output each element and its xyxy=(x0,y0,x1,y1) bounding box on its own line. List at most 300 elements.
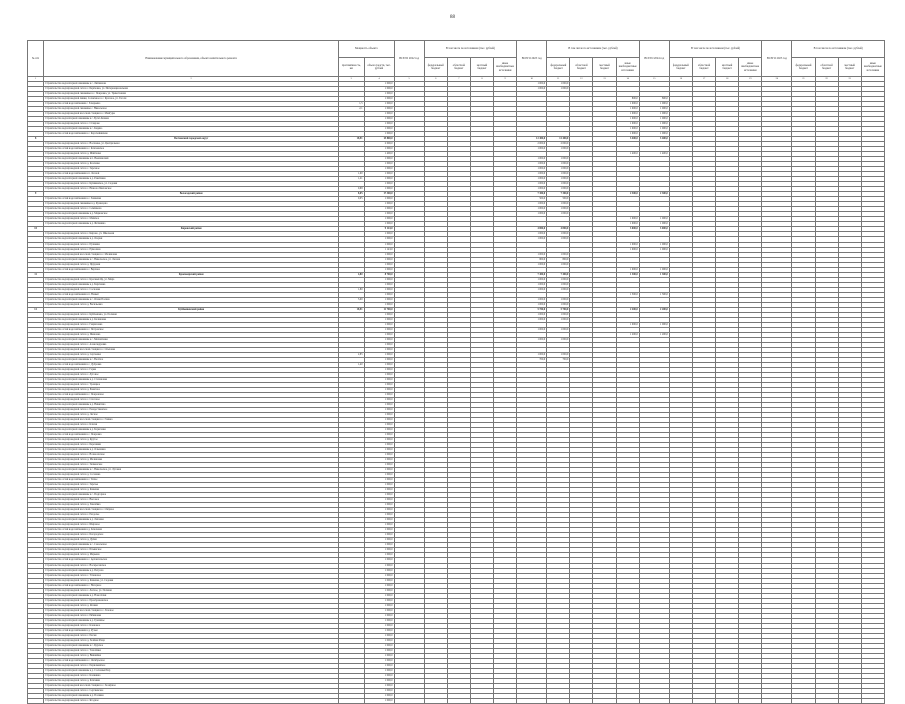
value-cell: 1 000,0 xyxy=(616,247,639,252)
value-cell: 1 000,0 xyxy=(616,322,639,327)
value-cell: 1 000,0 xyxy=(547,327,570,332)
value-cell: 1 000,0 xyxy=(616,122,639,127)
value-cell: 1 000,0 xyxy=(639,122,669,127)
object-name: Строительство водозаборной скважины в д. Ракитянка xyxy=(44,177,339,182)
value-cell: 1 000,0 xyxy=(364,377,394,382)
value-cell: 1 000,0 xyxy=(364,518,394,523)
value-cell: 1 000,0 xyxy=(364,508,394,513)
value-cell: 1 000,0 xyxy=(547,202,570,207)
value-cell: 1 000,0 xyxy=(364,603,394,608)
page-number: 88 xyxy=(450,15,455,20)
object-name: Строительство водопроводной скважины с. Никольское xyxy=(44,107,339,112)
value-cell: 1 000,0 xyxy=(364,513,394,518)
value-cell: 1 000,0 xyxy=(364,352,394,357)
row-number: 9 xyxy=(28,192,44,197)
value-cell: 1 000,0 xyxy=(364,413,394,418)
value-cell: 1 000,0 xyxy=(364,453,394,458)
value-cell: 1 000,0 xyxy=(364,648,394,653)
value-cell: 1 000,0 xyxy=(547,147,570,152)
value-cell: 1 000,0 xyxy=(364,367,394,372)
header-name: Наименование муниципального образования, объекта капитального ремонта xyxy=(44,41,339,77)
object-name: Строительство сетей водоснабжения в с. Ключевское xyxy=(44,147,339,152)
value-cell: 1 000,0 xyxy=(547,302,570,307)
value-cell: 1 000,0 xyxy=(364,382,394,387)
object-name: Строительство сетей водоснабжения в с. Покровка xyxy=(44,433,339,438)
value-cell: 1,5 xyxy=(339,102,364,107)
value-cell: 1 000,0 xyxy=(364,202,394,207)
value-cell: 1 000,0 xyxy=(364,463,394,468)
value-cell: 1 000,0 xyxy=(517,177,547,182)
object-name: Строительство водозаборной скважины в д. Калиновка xyxy=(44,317,339,322)
value-cell: 3 000,0 xyxy=(616,227,639,232)
header-column-number: 7 xyxy=(447,77,470,82)
value-cell: 7 400,0 xyxy=(547,272,570,277)
object-name: Строительство сетей водоснабжения в с. Покровское xyxy=(44,392,339,397)
object-name: Строительство водопроводной сети в с. Лесное, ул. Полевая xyxy=(44,588,339,593)
object-name: Строительство сетей водоснабжения в с. Знаменка xyxy=(44,197,339,202)
header-src-reg: областной бюджет xyxy=(692,58,715,77)
value-cell: 1 000,0 xyxy=(616,107,639,112)
object-name: Строительство водопроводной насосной станции в с. Заозёрное xyxy=(44,683,339,688)
value-cell: 1 000,0 xyxy=(616,222,639,227)
object-name: Строительство водопроводной сети в д. Ракитное xyxy=(44,387,339,392)
value-cell: 1 000,0 xyxy=(364,473,394,478)
value-cell: 1 000,0 xyxy=(547,352,570,357)
value-cell: 1 000,0 xyxy=(364,337,394,342)
value-cell: 1 000,0 xyxy=(517,202,547,207)
object-name: Строительство водозаборной скважины в д. Марковское xyxy=(44,212,339,217)
header-src-loc: местный бюджет xyxy=(716,58,739,77)
header-column-number: 8 xyxy=(470,77,493,82)
value-cell: 1 000,0 xyxy=(364,117,394,122)
value-cell: 1 000,0 xyxy=(364,122,394,127)
object-name: Строительство водопроводной сети в с. Берёзовка, ул. Интернациональная xyxy=(44,87,339,92)
value-cell: 1 000,0 xyxy=(364,658,394,663)
object-name: Строительство водопроводной сети в д. Каменка, ул. Садовая xyxy=(44,578,339,583)
object-name: Волчанский городской округ xyxy=(44,137,339,142)
object-name: Строительство сетей водоснабжения в с. Дубровка xyxy=(44,362,339,367)
value-cell: 1 000,0 xyxy=(364,327,394,332)
header-column-number: 17 xyxy=(692,77,715,82)
value-cell: 1 000,0 xyxy=(364,578,394,583)
object-name: Строительство сетей водоснабжения в д. Ручьи xyxy=(44,628,339,633)
value-cell: 1 000,0 xyxy=(364,568,394,573)
object-name: Строительство водопроводной сети в с. Майское xyxy=(44,217,339,222)
value-cell: 1 000,0 xyxy=(616,117,639,122)
value-cell: 1 000,0 xyxy=(364,638,394,643)
value-cell xyxy=(838,698,861,703)
value-cell: 1 400,0 xyxy=(364,152,394,157)
value-cell: 1 000,0 xyxy=(616,242,639,247)
header-column-number: 14 xyxy=(616,77,639,82)
value-cell: 2 200,0 xyxy=(616,307,639,312)
object-name: Кировский район xyxy=(44,227,339,232)
header-src-oth: иные внебюджетные источники xyxy=(616,58,639,77)
value-cell: 4,80 xyxy=(339,272,364,277)
value-cell: 12 400,0 xyxy=(547,137,570,142)
object-name: Куйбышевский район xyxy=(44,307,339,312)
header-column-number: 4 xyxy=(364,77,394,82)
object-name: Строительство водозаборной скважины в д. Степановка xyxy=(44,377,339,382)
header-length: протяжённость, км xyxy=(339,58,364,77)
value-cell: 1 000,0 xyxy=(517,297,547,302)
value-cell: 1 000,0 xyxy=(639,107,669,112)
value-cell: 12 400,0 xyxy=(517,137,547,142)
value-cell: 1 000,0 xyxy=(616,112,639,117)
value-cell: 1 000,0 xyxy=(364,488,394,493)
value-cell: 3 000,0 xyxy=(639,227,669,232)
value-cell: 5 700,0 xyxy=(517,307,547,312)
value-cell: 1 000,0 xyxy=(364,683,394,688)
value-cell: 3 400,0 xyxy=(639,137,669,142)
header-src-oth: иные внебюджетные источники xyxy=(861,58,884,77)
value-cell: 1 000,0 xyxy=(547,177,570,182)
value-cell: 1 000,0 xyxy=(547,317,570,322)
value-cell: 1 300,0 xyxy=(639,272,669,277)
object-name: Строительство водопроводной сети в с. Кирово, ул. Школьная xyxy=(44,232,339,237)
row-number xyxy=(28,698,44,703)
object-name: Строительство сетей водоснабжения в п. Новый xyxy=(44,292,339,297)
value-cell: 1 000,0 xyxy=(364,322,394,327)
value-cell: 1 000,0 xyxy=(616,132,639,137)
object-name: Строительство сетей водоснабжения с. Захарьино xyxy=(44,102,339,107)
value-cell: 1 000,0 xyxy=(364,483,394,488)
value-cell: 2 300,0 xyxy=(616,192,639,197)
value-cell: 800,0 xyxy=(616,97,639,102)
value-cell: 1 000,0 xyxy=(364,548,394,553)
value-cell: 1 000,0 xyxy=(364,237,394,242)
value-cell: 1 000,0 xyxy=(364,693,394,698)
object-name: Строительство водопроводной линии, Солнечное в с. Красное, ул. Гоголя xyxy=(44,97,339,102)
object-name: Строительство водозаборной скважины в д. Полянка xyxy=(44,693,339,698)
value-cell: 1 000,0 xyxy=(364,678,394,683)
value-cell xyxy=(739,698,762,703)
value-cell: 3 400,0 xyxy=(616,137,639,142)
header-src-fed: федеральный бюджет xyxy=(669,58,692,77)
header-sources-2025: В том числе по источникам (тыс. рублей) xyxy=(792,41,885,58)
header-column-number: 19 xyxy=(739,77,762,82)
program-table-sheet xyxy=(27,40,885,704)
object-name: Строительство водопроводной скважины в д. Кузнецово xyxy=(44,202,339,207)
value-cell: 1 200,0 xyxy=(616,332,639,337)
value-cell: 1 300,0 xyxy=(616,272,639,277)
value-cell: 1 000,0 xyxy=(364,438,394,443)
header-column-number: 22 xyxy=(815,77,838,82)
value-cell: 1 000,0 xyxy=(547,182,570,187)
object-name: Строительство водопроводной сети в с. Первомайское xyxy=(44,663,339,668)
header-column-number: 18 xyxy=(716,77,739,82)
object-name: Строительство водопроводной сети в с. Знаменское xyxy=(44,463,339,468)
object-name: Строительство водопроводной сети в с. Ягодное xyxy=(44,698,339,703)
value-cell: 0,68 xyxy=(339,187,364,192)
value-cell: 1 000,0 xyxy=(364,302,394,307)
value-cell: 9 143,0 xyxy=(364,227,394,232)
object-name: Строительство водопроводной сети в с. Красный Яр, ул. Мира xyxy=(44,277,339,282)
table-header xyxy=(28,41,885,82)
value-cell: 1 000,0 xyxy=(364,593,394,598)
object-name: Строительство водопроводной сети в с. Воскресенское xyxy=(44,563,339,568)
value-cell: 1 000,0 xyxy=(364,543,394,548)
object-name: Строительство водопроводной сети в с. Сергиевское xyxy=(44,688,339,693)
value-cell: 18,91 xyxy=(339,307,364,312)
object-name: Строительство водопроводной сети в с. Горки xyxy=(44,367,339,372)
value-cell: 1 000,0 xyxy=(364,448,394,453)
value-cell: 18,91 xyxy=(339,137,364,142)
object-name: Строительство водопроводной сети в д. Зелёная Роща xyxy=(44,638,339,643)
object-name: Строительство водозаборной скважины в с. Никольское, ул. Лесная xyxy=(44,257,339,262)
value-cell: 1 000,0 xyxy=(639,217,669,222)
value-cell: 1 000,0 xyxy=(364,107,394,112)
value-cell: 1 000,0 xyxy=(364,397,394,402)
value-cell: 1 000,0 xyxy=(639,222,669,227)
object-name: Строительство водозаборной скважины в с. Бугат-Качаки xyxy=(44,117,339,122)
value-cell: 700,0 xyxy=(517,357,547,362)
value-cell: 1 000,0 xyxy=(547,277,570,282)
header-column-number: 6 xyxy=(424,77,447,82)
object-name: Строительство водозаборной скважины в д. Ольшанка xyxy=(44,448,339,453)
value-cell: 1 000,0 xyxy=(517,352,547,357)
value-cell: 1 000,0 xyxy=(364,207,394,212)
header-src-fed: федеральный бюджет xyxy=(424,58,447,77)
value-cell: 1 000,0 xyxy=(639,132,669,137)
object-name: Красноярский район xyxy=(44,272,339,277)
value-cell: 1 000,0 xyxy=(517,262,547,267)
object-name: Строительство водопроводной сети в д. Вишнёвка xyxy=(44,653,339,658)
header-capacity: Мощность объекта xyxy=(339,41,395,58)
value-cell: 1 000,0 xyxy=(639,242,669,247)
value-cell: 1 000,0 xyxy=(364,668,394,673)
value-cell: 1 000,0 xyxy=(364,342,394,347)
object-name: Строительство сетей водоснабжения в с. Верхнее xyxy=(44,267,339,272)
table-body xyxy=(28,82,885,704)
object-name: Строительство водопроводной сети в с. Калинино xyxy=(44,673,339,678)
value-cell: 1 000,0 xyxy=(364,147,394,152)
value-cell: 1 000,0 xyxy=(364,197,394,202)
header-column-number: 15 xyxy=(639,77,669,82)
header-total-2022: ВСЕГО 2022 год xyxy=(394,41,424,77)
value-cell: 11 700,0 xyxy=(364,307,394,312)
object-name: Строительство водозаборной скважины в с. Подгорное xyxy=(44,493,339,498)
value-cell: 1 000,0 xyxy=(547,232,570,237)
value-cell: 1 000,0 xyxy=(364,242,394,247)
object-name: Строительство водопроводной сети в с. Преображенское xyxy=(44,598,339,603)
value-cell: 1 000,0 xyxy=(364,222,394,227)
header-no: № п/п xyxy=(28,41,44,77)
object-name: Строительство водопроводной сети в с. Кленовое xyxy=(44,623,339,628)
object-name: Строительство водопроводной сети в д. Сосновка xyxy=(44,473,339,478)
object-name: Строительство водопроводной сети в с. Успенское xyxy=(44,573,339,578)
value-cell: 4 800,0 xyxy=(547,227,570,232)
value-cell: 1 000,0 xyxy=(364,132,394,137)
header-src-oth: иные внебюджетные источники xyxy=(739,58,762,77)
object-name: Строительство водопроводной сети в с. Семёнково xyxy=(44,207,339,212)
value-cell xyxy=(494,698,517,703)
object-name: Строительство сетей водоснабжения в с. Петровское xyxy=(44,327,339,332)
object-name: Строительство водопроводной сети в с. Тополёвка xyxy=(44,648,339,653)
object-name: Строительство водопроводной сети в с. Гавриловка xyxy=(44,322,339,327)
value-cell: 1 000,0 xyxy=(364,573,394,578)
object-name: Строительство водопроводной сети в с. Рябиновка xyxy=(44,613,339,618)
value-cell: 1 000,0 xyxy=(364,528,394,533)
value-cell: 1 000,0 xyxy=(547,187,570,192)
header-src-loc: местный бюджет xyxy=(838,58,861,77)
value-cell: 4 800,0 xyxy=(517,227,547,232)
value-cell: 1 000,0 xyxy=(547,87,570,92)
object-name: Строительство водозаборной скважины в с. Весёлое xyxy=(44,357,339,362)
object-name: Строительство водозаборной скважины в д. Сосновый Бор xyxy=(44,668,339,673)
object-name: Строительство водопроводной сети в д. Козловка xyxy=(44,162,339,167)
header-column-number: 11 xyxy=(547,77,570,82)
object-name: Строительство водопроводной сети в д. Прудовая xyxy=(44,262,339,267)
object-name: Строительство водопроводной сети в с. Раздолье xyxy=(44,513,339,518)
value-cell: 1 000,0 xyxy=(547,167,570,172)
value-cell: 1 000,0 xyxy=(639,112,669,117)
object-name: Строительство водопроводной сети в д. Марьино xyxy=(44,553,339,558)
value-cell: 1 000,0 xyxy=(517,327,547,332)
value-cell: 1 000,0 xyxy=(364,177,394,182)
object-name: Строительство водопроводной сети в с. Вознесенское xyxy=(44,453,339,458)
value-cell: 7 300,0 xyxy=(547,192,570,197)
value-cell: 8 700,0 xyxy=(364,272,394,277)
value-cell: 1 000,0 xyxy=(364,217,394,222)
object-name: Строительство водопроводной насосной станции в с. Глинка xyxy=(44,418,339,423)
value-cell: 1 000,0 xyxy=(364,332,394,337)
object-name: Строительство водозаборной скважины в д. Гремячье xyxy=(44,618,339,623)
object-name: Строительство водопроводной сети в с. Заречное xyxy=(44,167,339,172)
object-name: Строительство водопроводной сети в с. Пески xyxy=(44,633,339,638)
value-cell: 1 000,0 xyxy=(364,628,394,633)
row-number: 11 xyxy=(28,272,44,277)
value-cell: 1 000,0 xyxy=(364,653,394,658)
value-cell: 1 000,0 xyxy=(364,182,394,187)
object-name: Строительство водопроводной сети в д. Ключики xyxy=(44,678,339,683)
value-cell: 1 000,0 xyxy=(547,312,570,317)
value-cell: 1 000,0 xyxy=(364,362,394,367)
object-name: Строительство водопроводной сети в с. Троицкое xyxy=(44,382,339,387)
value-cell: 1 000,0 xyxy=(364,92,394,97)
value-cell: 1,40 xyxy=(339,362,364,367)
value-cell: 1 000,0 xyxy=(364,673,394,678)
value-cell: 500,0 xyxy=(547,197,570,202)
object-name: Строительство сетей водоснабжения в с. Октябрьское xyxy=(44,658,339,663)
value-cell: 2,1 xyxy=(339,107,364,112)
value-cell: 1 000,0 xyxy=(364,503,394,508)
value-cell: 1 000,0 xyxy=(364,423,394,428)
header-cost: объем средств, тыс. рублей xyxy=(364,58,394,77)
value-cell: 1 000,0 xyxy=(639,247,669,252)
value-cell: 1 000,0 xyxy=(517,237,547,242)
value-cell: 7 300,0 xyxy=(517,192,547,197)
object-name: Строительство водозаборной скважины в с. Курское xyxy=(44,643,339,648)
value-cell: 1 000,0 xyxy=(364,428,394,433)
object-name: Строительство сетей водоснабжения в с. Коробейничево xyxy=(44,132,339,137)
header-column-number: 16 xyxy=(669,77,692,82)
value-cell: 15 800,0 xyxy=(364,137,394,142)
value-cell: 1 000,0 xyxy=(364,643,394,648)
value-cell: 1 000,0 xyxy=(364,187,394,192)
object-name: Строительство водозаборной скважины в с. Ясная Поляна xyxy=(44,297,339,302)
value-cell xyxy=(669,698,692,703)
header-total-2025: ВСЕГО 2025 год xyxy=(762,41,792,77)
value-cell: 1 000,0 xyxy=(364,212,394,217)
object-name: Строительство водозаборной скважины в д. Озерки xyxy=(44,237,339,242)
value-cell: 3,00 xyxy=(339,297,364,302)
object-name: Строительство водопроводной сети в с. Ермолино xyxy=(44,247,339,252)
object-name: Строительство водозаборной скважины в с. Никольское, ул. Луговая xyxy=(44,468,339,473)
value-cell: 1 000,0 xyxy=(517,87,547,92)
object-name: Строительство сетей водоснабжения в д. Ключевая xyxy=(44,528,339,533)
object-name: Строительство водопроводной сети в с. Богородское xyxy=(44,533,339,538)
value-cell: 800,0 xyxy=(547,257,570,262)
value-cell: 1 000,0 xyxy=(517,212,547,217)
value-cell: 1 000,0 xyxy=(364,157,394,162)
value-cell: 1 000,0 xyxy=(364,663,394,668)
value-cell: 1 000,0 xyxy=(364,297,394,302)
value-cell: 1 400,0 xyxy=(639,152,669,157)
value-cell: 1 000,0 xyxy=(517,162,547,167)
object-name: Строительство водопроводной сети в д. Каменка xyxy=(44,488,339,493)
value-cell: 1 000,0 xyxy=(364,232,394,237)
header-src-fed: федеральный бюджет xyxy=(792,58,815,77)
value-cell: 0,05 xyxy=(339,197,364,202)
value-cell: 1 000,0 xyxy=(517,252,547,257)
value-cell: 1 000,0 xyxy=(364,468,394,473)
object-name: Строительство сетей водоснабжения в с. Архангельское xyxy=(44,558,339,563)
value-cell: 1 000,0 xyxy=(364,583,394,588)
object-name: Строительство водопроводной сети в с. Пушкино xyxy=(44,242,339,247)
value-cell xyxy=(815,698,838,703)
value-cell: 1 000,0 xyxy=(364,443,394,448)
value-cell: 1 000,0 xyxy=(364,613,394,618)
object-name: Строительство водопроводной сети в д. Васильевка xyxy=(44,302,339,307)
value-cell: 1 000,0 xyxy=(364,347,394,352)
value-cell: 1 000,0 xyxy=(364,618,394,623)
object-name: Строительство водопроводной сети в с. Широкое xyxy=(44,523,339,528)
object-name: Строительство водопроводной насосной станции в с. Ольховка xyxy=(44,347,339,352)
value-cell: 2 200,0 xyxy=(639,307,669,312)
value-cell: 1 000,0 xyxy=(364,282,394,287)
value-cell: 1 000,0 xyxy=(364,292,394,297)
header-src-oth: иные внебюджетные источники xyxy=(494,58,517,77)
header-total-2023: ВСЕГО 2023 год xyxy=(517,41,547,77)
object-name: Строительство водозаборной скважины в д. Никитино xyxy=(44,403,339,408)
object-name: Строительство водозаборной скважины в д. Липовка xyxy=(44,518,339,523)
object-name: Строительство водопроводной сети в с. Волчанка, ул. Центральная xyxy=(44,142,339,147)
value-cell: 2 300,0 xyxy=(639,192,669,197)
object-name: Строительство водопроводной сети в д. Малиновка xyxy=(44,458,339,463)
object-name: Строительство водозаборной скважины в с. Михайловка xyxy=(44,337,339,342)
value-cell xyxy=(570,698,593,703)
value-cell: 1 000,0 xyxy=(517,157,547,162)
header-column-number: 13 xyxy=(593,77,616,82)
object-name: Строительство водопроводной сети в с. Куйбышево, ул. Полевая xyxy=(44,312,339,317)
header-column-number: 12 xyxy=(570,77,593,82)
object-name: Строительство сетей водоснабжения в п. Лесной xyxy=(44,172,339,177)
object-name: Строительство водозаборной скважины в д. Петрово xyxy=(44,568,339,573)
value-cell: 1 000,0 xyxy=(517,167,547,172)
header-src-loc: местный бюджет xyxy=(470,58,493,77)
header-column-number: 2 xyxy=(44,77,339,82)
object-name: Строительство водопроводной сети в с. Николо-Павловское xyxy=(44,187,339,192)
table-row xyxy=(28,698,885,703)
object-name: Строительство водозаборной скважины в с. Сокольское xyxy=(44,543,339,548)
value-cell: 1 000,0 xyxy=(364,493,394,498)
value-cell: 1 000,0 xyxy=(517,82,547,87)
value-cell: 1 000,0 xyxy=(517,317,547,322)
header-column-number: 20 xyxy=(762,77,792,82)
value-cell: 1 000,0 xyxy=(364,563,394,568)
object-name: Строительство водопроводной насосной станции в с. Лозовое xyxy=(44,608,339,613)
